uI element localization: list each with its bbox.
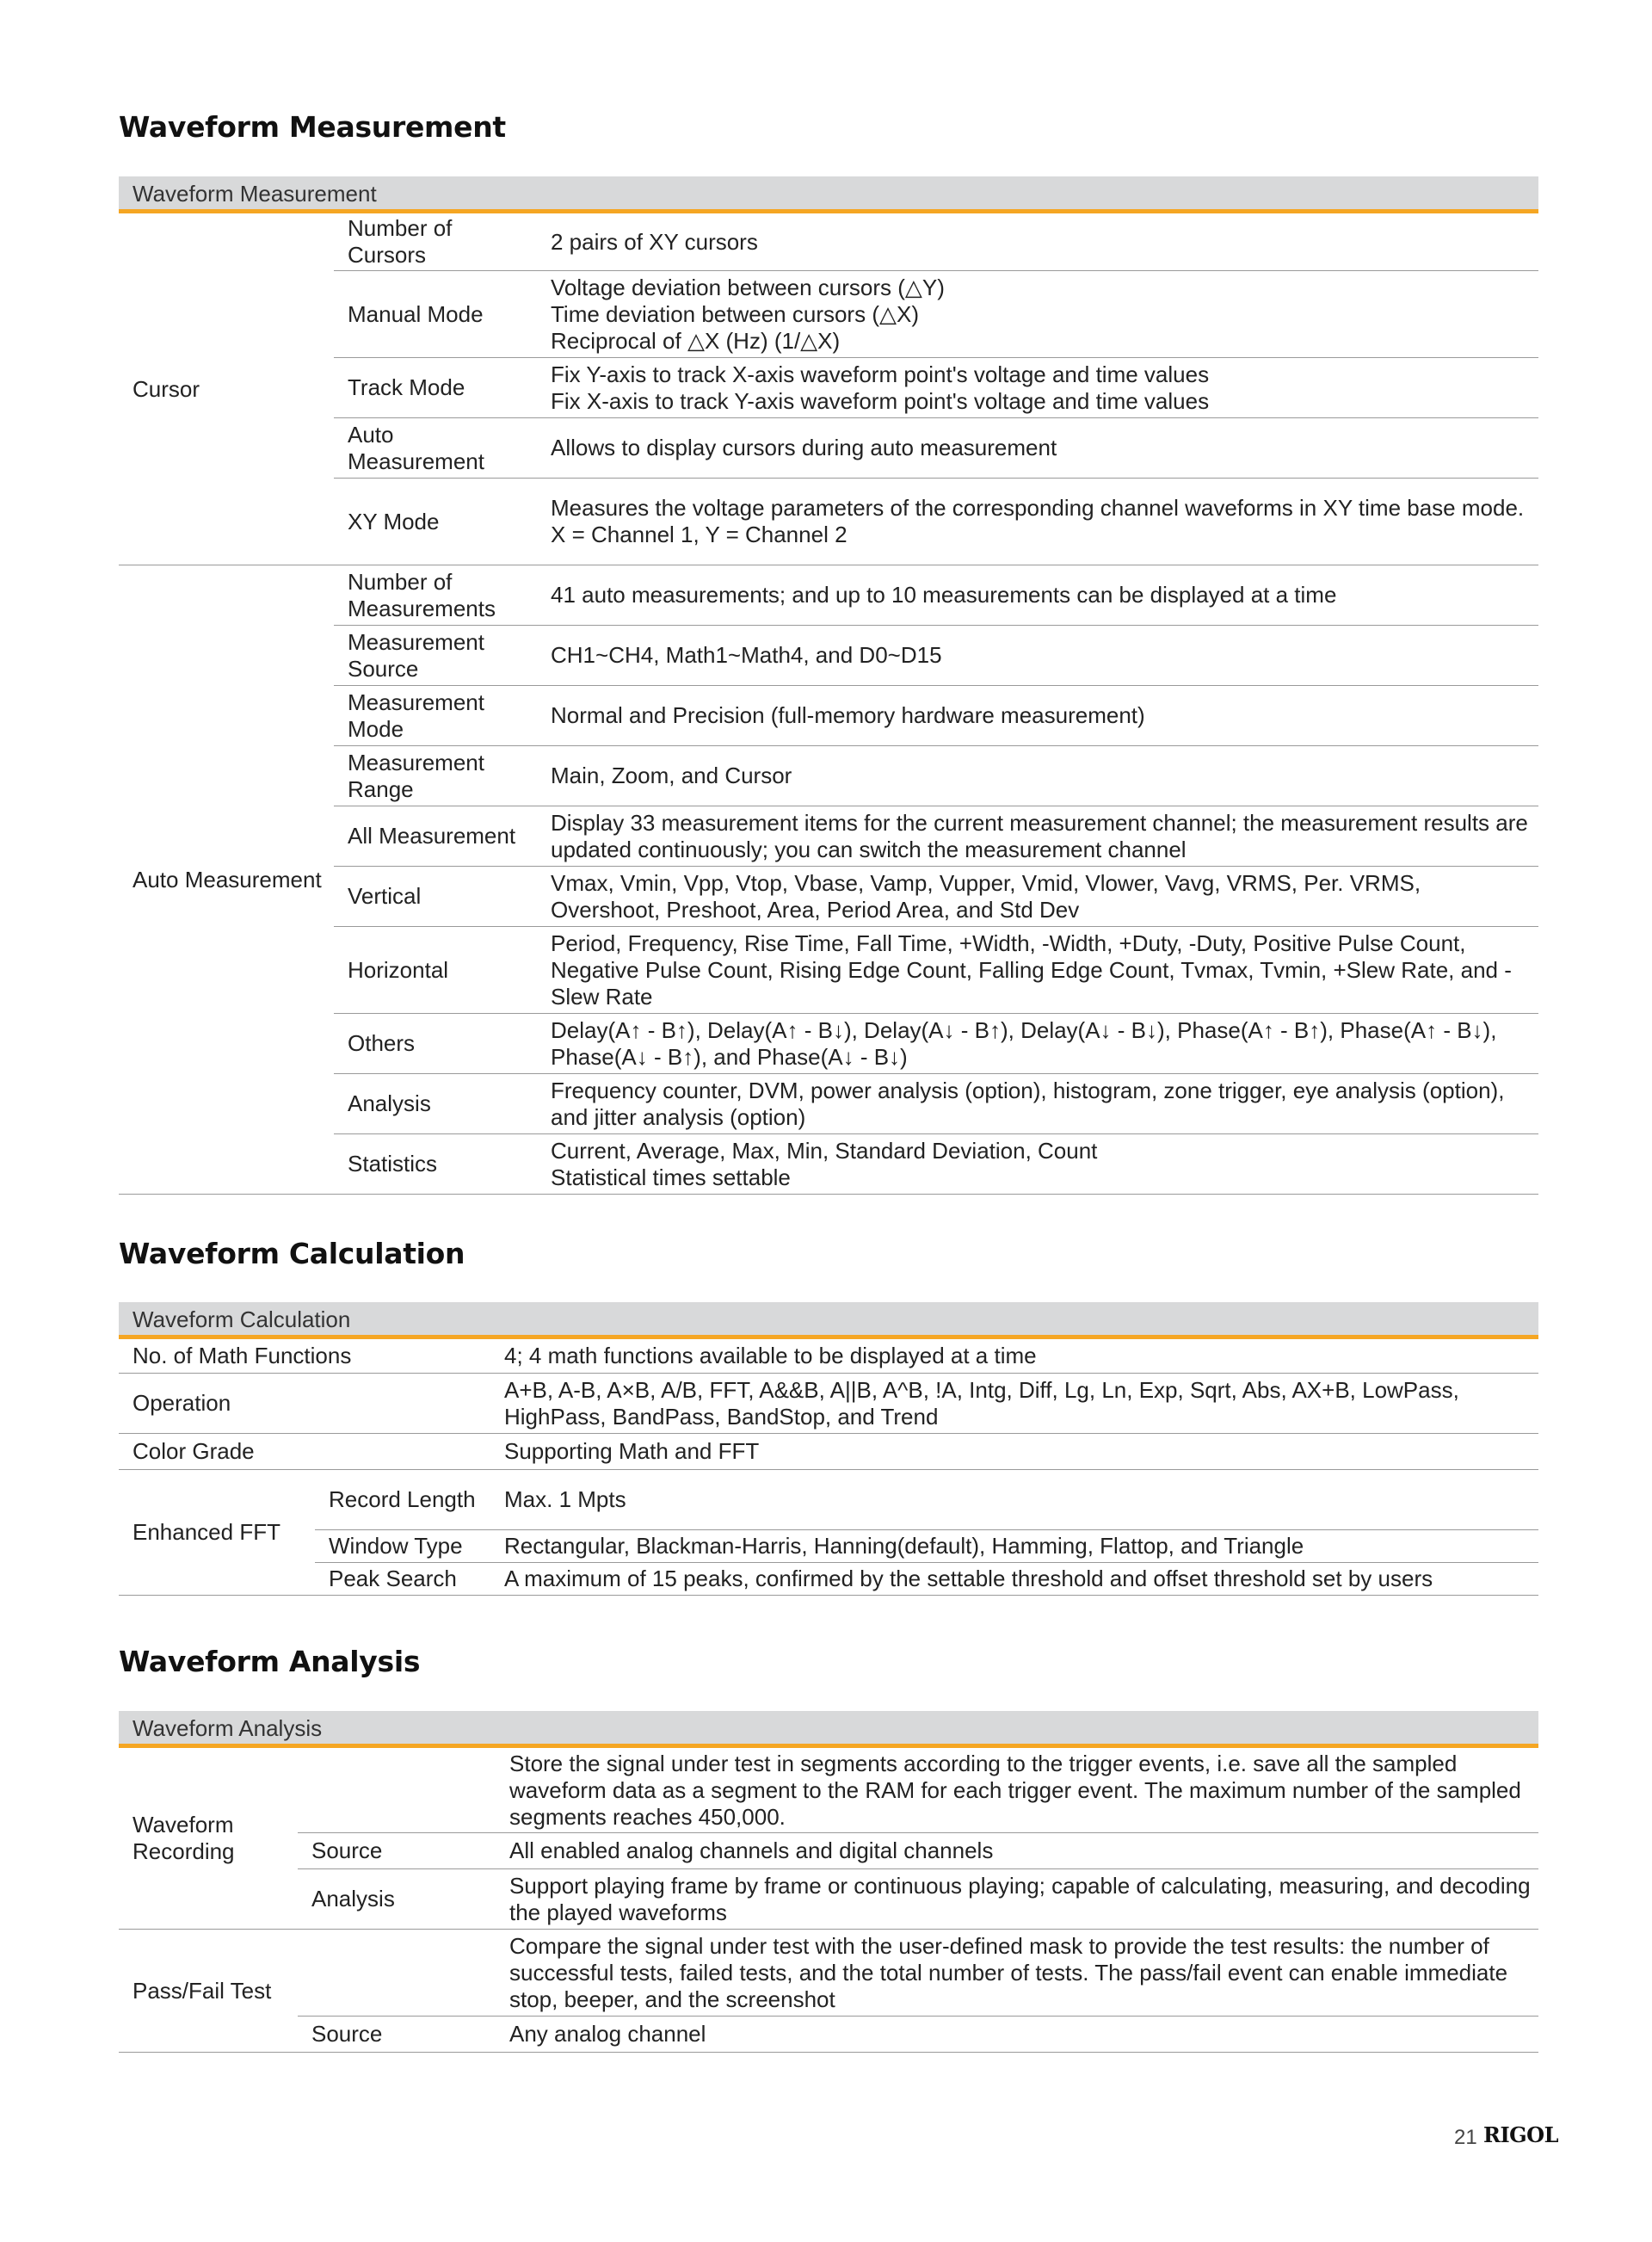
table-row: [119, 1530, 1538, 1563]
table-row: [119, 1470, 1538, 1530]
row-label: Auto Measurement: [334, 418, 537, 479]
row-value: 4; 4 math functions available to be displayed at a time: [490, 1337, 1538, 1374]
row-label: Manual Mode: [334, 271, 537, 358]
row-value: Any analog channel: [496, 2017, 1538, 2053]
analysis-title: Waveform Analysis: [119, 1645, 421, 1678]
row-value: Current, Average, Max, Min, Standard Deviation, Count Statistical times settable: [537, 1134, 1538, 1195]
row-label: Measurement Range: [334, 746, 537, 806]
row-label: [298, 1930, 496, 2017]
row-value: Normal and Precision (full-memory hardware measurement): [537, 686, 1538, 746]
table-row: [119, 1337, 1538, 1374]
table-row: [119, 1746, 1538, 1833]
row-value: Max. 1 Mpts: [490, 1470, 1538, 1530]
row-label: Window Type: [315, 1530, 490, 1563]
row-value: Allows to display cursors during auto measurement: [537, 418, 1538, 479]
enhanced-fft-group-label: Enhanced FFT: [119, 1470, 315, 1596]
row-label: Source: [298, 2017, 496, 2053]
table-row: [119, 212, 1538, 271]
measurement-title: Waveform Measurement: [119, 110, 506, 144]
pass-fail-group-label: Pass/Fail Test: [119, 1930, 298, 2053]
row-label: Peak Search: [315, 1563, 490, 1596]
row-label: Source: [298, 1833, 496, 1869]
row-value: Vmax, Vmin, Vpp, Vtop, Vbase, Vamp, Vupper, Vmid, Vlower, Vavg, VRMS, Per. VRMS, Overshoot, Preshoot, Area, Period Area, and Std Dev: [537, 867, 1538, 927]
row-label: [298, 1746, 496, 1833]
row-value: Delay(A↑ - B↑), Delay(A↑ - B↓), Delay(A↓ - B↑), Delay(A↓ - B↓), Phase(A↑ - B↑), Phase(A↑ - B↓), Phase(A↓ - B↑), and Phase(A↓ - B↓): [537, 1014, 1538, 1074]
measurement-section: [119, 110, 1538, 1190]
row-value: 2 pairs of XY cursors: [537, 212, 1538, 271]
row-value: Support playing frame by frame or continuous playing; capable of calculating, measuring, and decoding the played waveforms: [496, 1869, 1538, 1930]
row-value: Main, Zoom, and Cursor: [537, 746, 1538, 806]
row-value: Frequency counter, DVM, power analysis (option), histogram, zone trigger, eye analysis (option), and jitter analysis (option): [537, 1074, 1538, 1134]
auto-measurement-group-label: Auto Measurement: [119, 565, 334, 1195]
row-value: Period, Frequency, Rise Time, Fall Time, +Width, -Width, +Duty, -Duty, Positive Pulse Count, Negative Pulse Count, Rising Edge Count, Falling Edge Count, Tvmax, Tvmin, +Slew Rate, and -Slew Rate: [537, 927, 1538, 1014]
row-label: Statistics: [334, 1134, 537, 1195]
calculation-section: [119, 1237, 1538, 1591]
row-value: Display 33 measurement items for the current measurement channel; the measurement results are updated continuously; you can switch the measurement channel: [537, 806, 1538, 867]
page-number: 21: [1454, 2126, 1477, 2149]
row-value: CH1~CH4, Math1~Math4, and D0~D15: [537, 626, 1538, 686]
table-row: [119, 1434, 1538, 1470]
row-label: Number of Cursors: [334, 212, 537, 271]
table-row: [119, 1869, 1538, 1930]
row-label: Horizontal: [334, 927, 537, 1014]
row-label: No. of Math Functions: [119, 1337, 490, 1374]
analysis-table-header: Waveform Analysis: [119, 1711, 1538, 1746]
row-label: Record Length: [315, 1470, 490, 1530]
row-label: Track Mode: [334, 358, 537, 418]
table-row: [119, 1930, 1538, 2017]
row-value: Measures the voltage parameters of the corresponding channel waveforms in XY time base mode. X = Channel 1, Y = Channel 2: [537, 479, 1538, 565]
measurement-table-header: Waveform Measurement: [119, 176, 1538, 212]
row-value: A+B, A-B, A×B, A/B, FFT, A&&B, A||B, A^B, !A, Intg, Diff, Lg, Ln, Exp, Sqrt, Abs, AX+B, LowPass, HighPass, BandPass, BandStop, and Trend: [490, 1374, 1538, 1434]
calculation-table-header: Waveform Calculation: [119, 1302, 1538, 1337]
calculation-title: Waveform Calculation: [119, 1237, 465, 1270]
waveform-recording-group-label: Waveform Recording: [119, 1746, 298, 1930]
table-row: [119, 1833, 1538, 1869]
row-value: 41 auto measurements; and up to 10 measurements can be displayed at a time: [537, 565, 1538, 626]
row-label: Analysis: [298, 1869, 496, 1930]
analysis-table: [119, 1711, 1538, 2053]
row-label: All Measurement: [334, 806, 537, 867]
cursor-group-label: Cursor: [119, 212, 334, 565]
row-label: Others: [334, 1014, 537, 1074]
table-row: [119, 1374, 1538, 1434]
row-value: Compare the signal under test with the user-defined mask to provide the test results: the number of successful tests, failed tests, and the total number of tests. The pass/fail event can enable immediate stop, beeper, and the screenshot: [496, 1930, 1538, 2017]
row-value: Voltage deviation between cursors (△Y) Time deviation between cursors (△X) Reciprocal of △X (Hz) (1/△X): [537, 271, 1538, 358]
measurement-table: [119, 176, 1538, 1195]
table-row: [119, 565, 1538, 626]
row-value: Fix Y-axis to track X-axis waveform point's voltage and time values Fix X-axis to track Y-axis waveform point's voltage and time values: [537, 358, 1538, 418]
row-label: Operation: [119, 1374, 490, 1434]
row-value: Store the signal under test in segments according to the trigger events, i.e. save all the sampled waveform data as a segment to the RAM for each trigger event. The maximum number of the sampled segments reaches 450,000.: [496, 1746, 1538, 1833]
rigol-logo: RIGOL: [1483, 2122, 1558, 2147]
table-row: [119, 1563, 1538, 1596]
row-label: Vertical: [334, 867, 537, 927]
row-value: Supporting Math and FFT: [490, 1434, 1538, 1470]
row-label: Color Grade: [119, 1434, 490, 1470]
analysis-section: [119, 1645, 1538, 2047]
row-value: All enabled analog channels and digital channels: [496, 1833, 1538, 1869]
row-value: A maximum of 15 peaks, confirmed by the settable threshold and offset threshold set by users: [490, 1563, 1538, 1596]
row-label: Measurement Source: [334, 626, 537, 686]
row-label: Analysis: [334, 1074, 537, 1134]
row-value: Rectangular, Blackman-Harris, Hanning(default), Hamming, Flattop, and Triangle: [490, 1530, 1538, 1563]
table-row: [119, 2017, 1538, 2053]
calculation-table: [119, 1302, 1538, 1596]
row-label: Measurement Mode: [334, 686, 537, 746]
row-label: Number of Measurements: [334, 565, 537, 626]
row-label: XY Mode: [334, 479, 537, 565]
